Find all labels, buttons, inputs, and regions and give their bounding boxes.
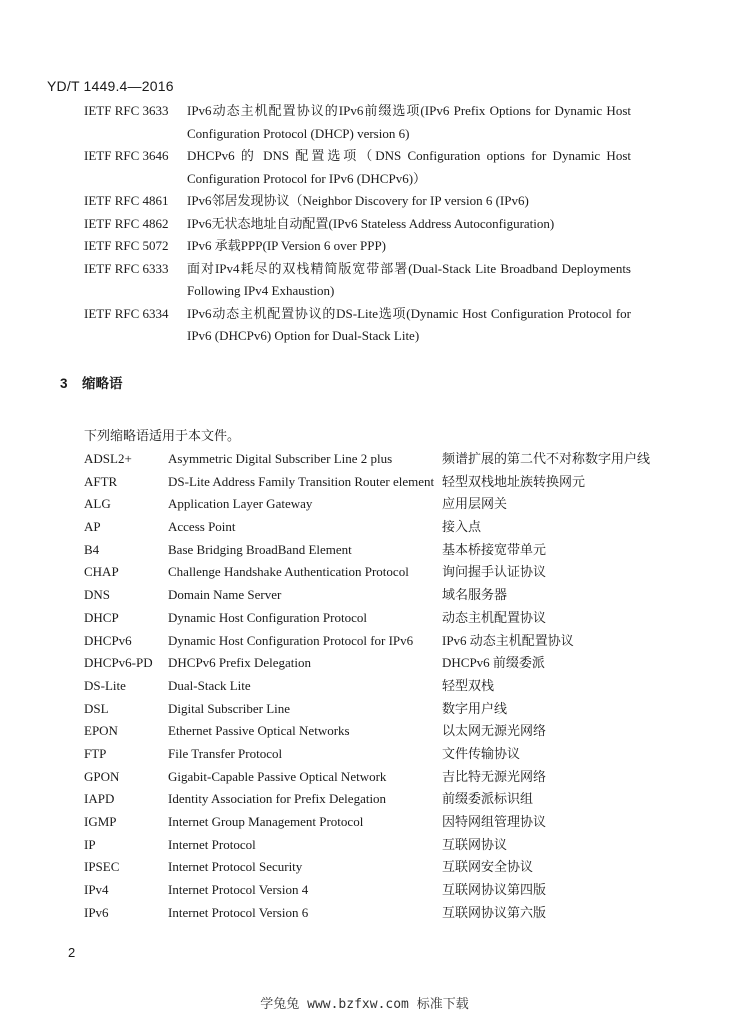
reference-title: IPv6动态主机配置协议的DS-Lite选项(Dynamic Host Configuration Protocol for IPv6 (DHCPv6) Option for Dual-Stack Lite) (187, 305, 631, 343)
section-heading (60, 372, 123, 392)
abbreviation-chinese: 互联网安全协议 (442, 859, 534, 875)
reference-id: IETF RFC 4861 (84, 193, 169, 208)
abbreviation-english: DS-Lite Address Family Transition Router element (168, 473, 435, 489)
abbreviation-chinese: IPv6 动态主机配置协议 (442, 632, 574, 648)
reference-row (0, 303, 729, 348)
abbreviation-chinese: 前缀委派标识组 (442, 791, 534, 807)
page-number: 2 (68, 945, 76, 960)
abbreviation-chinese: 基本桥接宽带单元 (442, 541, 547, 557)
abbreviation-row (0, 902, 729, 925)
abbreviation-english: Dynamic Host Configuration Protocol for IPv6 (168, 632, 414, 648)
abbreviation-term: IGMP (84, 814, 117, 829)
reference-row (0, 145, 729, 190)
abbreviation-term: DHCPv6 (84, 632, 132, 648)
abbreviation-chinese: 因特网组管理协议 (442, 814, 547, 829)
abbreviation-chinese: DHCPv6 前缀委派 (442, 655, 545, 671)
reference-title: DHCPv6 的 DNS 配置选项（DNS Configuration options for Dynamic Host Configuration Protocol for IPv6 (DHCPv6)） (187, 148, 631, 186)
abbreviation-english: Asymmetric Digital Subscriber Line 2 plus (168, 451, 393, 466)
abbreviation-term: DSL (84, 700, 109, 716)
reference-title: 面对IPv4耗尽的双栈精简版宽带部署(Dual-Stack Lite Broadband Deployments Following IPv4 Exhaustion) (187, 260, 631, 298)
reference-row (0, 235, 729, 258)
abbreviation-chinese: 轻型双栈 (442, 677, 495, 693)
abbreviation-row (0, 766, 729, 789)
abbreviation-term: ADSL2+ (84, 451, 132, 466)
abbreviation-chinese: 互联网协议第六版 (442, 904, 547, 920)
reference-id: IETF RFC 6333 (84, 260, 169, 276)
reference-id: IETF RFC 6334 (84, 305, 169, 321)
abbreviation-chinese: 互联网协议 (442, 836, 508, 852)
reference-row (0, 190, 729, 213)
abbreviation-term: DHCP (84, 609, 119, 625)
section-title: 缩略语 (82, 376, 123, 391)
abbreviation-term: DHCPv6-PD (84, 655, 153, 671)
abbreviation-english: Access Point (168, 519, 236, 535)
abbreviation-term: IAPD (84, 791, 115, 807)
abbreviation-row (0, 834, 729, 857)
abbreviation-row (0, 879, 729, 902)
abbreviation-row (0, 607, 729, 630)
document-code: YD/T 1449.4—2016 (47, 78, 174, 94)
abbreviation-chinese: 文件传输协议 (442, 745, 521, 761)
abbreviation-term: DNS (84, 587, 111, 603)
abbreviation-term: B4 (84, 541, 100, 557)
abbreviation-english: Domain Name Server (168, 587, 282, 603)
abbreviation-row (0, 630, 729, 653)
reference-row (0, 100, 729, 145)
abbreviation-row (0, 584, 729, 607)
abbreviations-table (0, 448, 729, 924)
abbreviation-english: Gigabit-Capable Passive Optical Network (168, 768, 387, 784)
abbreviation-english: Dynamic Host Configuration Protocol (168, 609, 367, 625)
reference-title: IPv6动态主机配置协议的IPv6前缀选项(IPv6 Prefix Options for Dynamic Host Configuration Protocol (DHCP) version 6) (187, 103, 631, 141)
abbreviation-chinese: 域名服务器 (442, 587, 508, 603)
reference-id: IETF RFC 4862 (84, 215, 169, 231)
abbreviation-english: Internet Group Management Protocol (168, 814, 364, 829)
abbreviation-chinese: 频谱扩展的第二代不对称数字用户线 (442, 451, 651, 466)
abbreviation-row (0, 493, 729, 516)
abbreviation-english: Internet Protocol Version 6 (168, 904, 309, 920)
abbreviation-term: GPON (84, 768, 120, 784)
abbreviation-term: FTP (84, 745, 107, 761)
abbreviation-row (0, 539, 729, 562)
abbreviation-term: CHAP (84, 564, 119, 580)
abbreviation-row (0, 675, 729, 698)
abbreviation-english: Challenge Handshake Authentication Protocol (168, 564, 409, 580)
reference-id: IETF RFC 3646 (84, 148, 169, 163)
abbreviation-row (0, 743, 729, 766)
reference-title: IPv6 承载PPP(IP Version 6 over PPP) (187, 238, 387, 253)
abbreviation-chinese: 吉比特无源光网络 (442, 768, 547, 784)
abbreviation-english: File Transfer Protocol (168, 745, 283, 761)
abbreviation-chinese: 轻型双栈地址族转换网元 (442, 473, 586, 489)
abbreviation-row (0, 516, 729, 539)
abbreviation-chinese: 动态主机配置协议 (442, 609, 547, 625)
abbreviation-chinese: 应用层网关 (442, 496, 508, 512)
abbreviation-english: Internet Protocol Security (168, 859, 303, 875)
abbreviation-row (0, 856, 729, 879)
abbreviation-term: IP (84, 836, 96, 852)
abbreviation-english: Digital Subscriber Line (168, 700, 291, 716)
reference-id: IETF RFC 3633 (84, 103, 169, 118)
abbreviation-term: AP (84, 519, 101, 535)
reference-id: IETF RFC 5072 (84, 238, 169, 253)
reference-row (0, 213, 729, 236)
normative-references-list (0, 100, 729, 348)
abbreviation-term: EPON (84, 723, 118, 739)
abbreviation-row (0, 652, 729, 675)
abbreviation-row (0, 811, 729, 834)
abbreviation-row (0, 788, 729, 811)
abbreviation-term: IPv4 (84, 882, 109, 898)
abbreviation-row (0, 448, 729, 471)
abbreviation-term: AFTR (84, 473, 118, 489)
section-number: 3 (60, 376, 68, 391)
section-intro: 下列缩略语适用于本文件。 (84, 428, 241, 443)
abbreviation-english: Base Bridging BroadBand Element (168, 541, 352, 557)
abbreviation-row (0, 561, 729, 584)
reference-title: IPv6邻居发现协议（Neighbor Discovery for IP version 6 (IPv6) (187, 193, 529, 208)
abbreviation-english: Dual-Stack Lite (168, 677, 251, 693)
abbreviation-english: Application Layer Gateway (168, 496, 313, 512)
abbreviation-chinese: 数字用户线 (442, 700, 508, 716)
abbreviation-english: DHCPv6 Prefix Delegation (168, 655, 311, 671)
abbreviation-term: DS-Lite (84, 677, 126, 693)
abbreviation-english: Identity Association for Prefix Delegation (168, 791, 387, 807)
abbreviation-chinese: 接入点 (442, 519, 482, 535)
abbreviation-term: IPSEC (84, 859, 120, 875)
abbreviation-chinese: 以太网无源光网络 (442, 723, 547, 739)
abbreviation-english: Ethernet Passive Optical Networks (168, 723, 350, 739)
reference-row (0, 258, 729, 303)
abbreviation-chinese: 询问握手认证协议 (442, 564, 547, 580)
abbreviation-english: Internet Protocol Version 4 (168, 882, 309, 898)
abbreviation-row (0, 471, 729, 494)
abbreviation-chinese: 互联网协议第四版 (442, 882, 547, 898)
watermark-text: 学兔兔 www.bzfxw.com 标准下载 (260, 997, 469, 1012)
abbreviation-row (0, 720, 729, 743)
abbreviation-term: IPv6 (84, 904, 109, 920)
abbreviation-english: Internet Protocol (168, 836, 256, 852)
reference-title: IPv6无状态地址自动配置(IPv6 Stateless Address Autoconfiguration) (187, 215, 555, 231)
abbreviation-term: ALG (84, 496, 111, 512)
abbreviation-row (0, 698, 729, 721)
